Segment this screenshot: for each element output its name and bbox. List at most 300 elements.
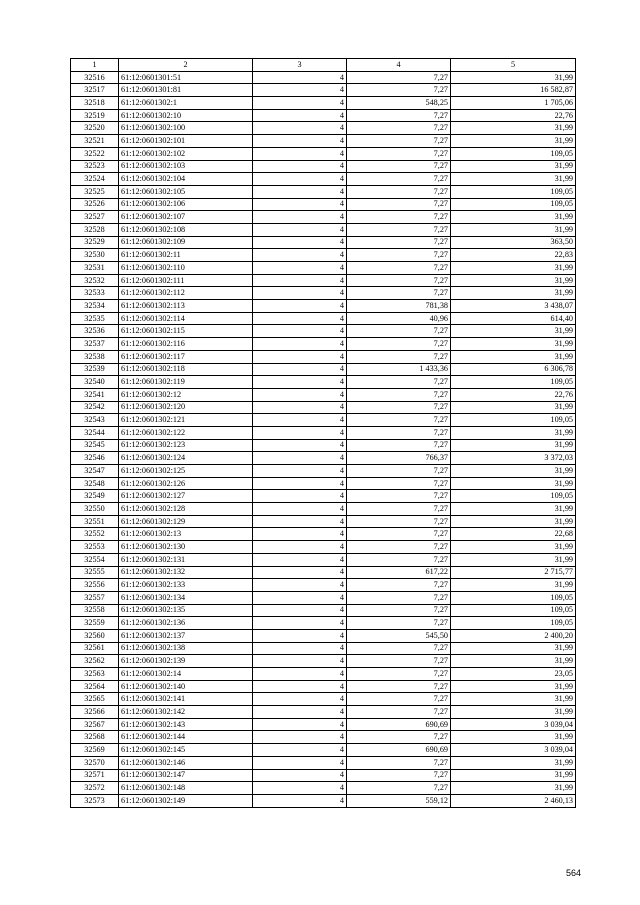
table-cell-col-3: 4: [253, 566, 347, 579]
table-cell-col-1: 32518: [71, 97, 119, 110]
table-cell-col-1: 32529: [71, 236, 119, 249]
table-cell-col-4: 7,27: [347, 769, 451, 782]
table-cell-col-4: 7,27: [347, 262, 451, 275]
table-row: [71, 388, 576, 401]
table-cell-col-1: 32565: [71, 693, 119, 706]
table-cell-col-2: 61:12:0601302:116: [119, 338, 253, 351]
table-row: [71, 84, 576, 97]
table-body: [71, 71, 576, 807]
table-cell-col-1: 32534: [71, 300, 119, 313]
table-cell-col-5: 31,99: [451, 71, 576, 84]
table-cell-col-1: 32557: [71, 591, 119, 604]
table-cell-col-3: 4: [253, 300, 347, 313]
table-cell-col-3: 4: [253, 287, 347, 300]
table-cell-col-5: 109,05: [451, 604, 576, 617]
table-cell-col-2: 61:12:0601302:130: [119, 541, 253, 554]
table-cell-col-3: 4: [253, 553, 347, 566]
table-cell-col-5: 363,50: [451, 236, 576, 249]
table-cell-col-2: 61:12:0601302:119: [119, 376, 253, 389]
table-cell-col-5: 109,05: [451, 147, 576, 160]
table-cell-col-5: 31,99: [451, 680, 576, 693]
column-header-5: 5: [451, 59, 576, 72]
table-cell-col-5: 31,99: [451, 223, 576, 236]
table-cell-col-2: 61:12:0601302:147: [119, 769, 253, 782]
table-row: [71, 363, 576, 376]
table-cell-col-2: 61:12:0601302:117: [119, 350, 253, 363]
table-cell-col-2: 61:12:0601302:100: [119, 122, 253, 135]
table-cell-col-4: 7,27: [347, 591, 451, 604]
table-cell-col-4: 7,27: [347, 185, 451, 198]
table-cell-col-1: 32573: [71, 794, 119, 807]
table-row: [71, 731, 576, 744]
table-cell-col-1: 32516: [71, 71, 119, 84]
table-cell-col-3: 4: [253, 579, 347, 592]
table-cell-col-2: 61:12:0601302:126: [119, 477, 253, 490]
table-cell-col-4: 7,27: [347, 706, 451, 719]
table-cell-col-4: 7,27: [347, 84, 451, 97]
table-cell-col-5: 31,99: [451, 465, 576, 478]
table-cell-col-4: 7,27: [347, 287, 451, 300]
table-row: [71, 579, 576, 592]
table-cell-col-3: 4: [253, 350, 347, 363]
table-cell-col-2: 61:12:0601302:101: [119, 135, 253, 148]
table-cell-col-2: 61:12:0601302:115: [119, 325, 253, 338]
table-cell-col-3: 4: [253, 642, 347, 655]
table-row: [71, 477, 576, 490]
table-cell-col-2: 61:12:0601302:139: [119, 655, 253, 668]
table-cell-col-4: 7,27: [347, 376, 451, 389]
table-cell-col-4: 766,37: [347, 452, 451, 465]
table-cell-col-4: 7,27: [347, 414, 451, 427]
table-cell-col-5: 109,05: [451, 185, 576, 198]
table-cell-col-3: 4: [253, 465, 347, 478]
table-cell-col-5: 31,99: [451, 655, 576, 668]
table-cell-col-3: 4: [253, 173, 347, 186]
table-cell-col-1: 32567: [71, 718, 119, 731]
table-cell-col-4: 7,27: [347, 325, 451, 338]
table-row: [71, 490, 576, 503]
table-cell-col-5: 31,99: [451, 693, 576, 706]
table-cell-col-2: 61:12:0601302:145: [119, 744, 253, 757]
table-row: [71, 706, 576, 719]
table-cell-col-1: 32541: [71, 388, 119, 401]
table-cell-col-1: 32568: [71, 731, 119, 744]
table-cell-col-5: 31,99: [451, 173, 576, 186]
table-cell-col-4: 7,27: [347, 553, 451, 566]
table-cell-col-4: 7,27: [347, 173, 451, 186]
table-cell-col-3: 4: [253, 185, 347, 198]
table-cell-col-4: 7,27: [347, 617, 451, 630]
table-cell-col-2: 61:12:0601302:118: [119, 363, 253, 376]
table-cell-col-4: 7,27: [347, 236, 451, 249]
table-cell-col-3: 4: [253, 794, 347, 807]
column-header-2: 2: [119, 59, 253, 72]
table-cell-col-4: 781,38: [347, 300, 451, 313]
table-cell-col-4: 7,27: [347, 503, 451, 516]
table-cell-col-1: 32540: [71, 376, 119, 389]
table-cell-col-5: 2 400,20: [451, 629, 576, 642]
column-header-3: 3: [253, 59, 347, 72]
table-cell-col-1: 32528: [71, 223, 119, 236]
table-cell-col-5: 16 582,87: [451, 84, 576, 97]
table-cell-col-5: 3 039,04: [451, 718, 576, 731]
table-cell-col-1: 32539: [71, 363, 119, 376]
table-cell-col-5: 31,99: [451, 211, 576, 224]
table-cell-col-1: 32554: [71, 553, 119, 566]
table-cell-col-2: 61:12:0601302:129: [119, 515, 253, 528]
table-cell-col-5: 1 705,06: [451, 97, 576, 110]
table-cell-col-4: 7,27: [347, 668, 451, 681]
table-cell-col-3: 4: [253, 591, 347, 604]
table-row: [71, 109, 576, 122]
table-cell-col-3: 4: [253, 325, 347, 338]
table-cell-col-2: 61:12:0601302:135: [119, 604, 253, 617]
header-row: [71, 59, 576, 72]
table-cell-col-4: 7,27: [347, 71, 451, 84]
table-cell-col-1: 32550: [71, 503, 119, 516]
table-cell-col-1: 32536: [71, 325, 119, 338]
table-cell-col-4: 7,27: [347, 338, 451, 351]
table-cell-col-3: 4: [253, 706, 347, 719]
table-cell-col-5: 6 306,78: [451, 363, 576, 376]
table-row: [71, 769, 576, 782]
table-cell-col-5: 22,76: [451, 109, 576, 122]
table-cell-col-4: 7,27: [347, 249, 451, 262]
table-cell-col-1: 32525: [71, 185, 119, 198]
table-cell-col-2: 61:12:0601302:149: [119, 794, 253, 807]
table-cell-col-5: 31,99: [451, 135, 576, 148]
table-cell-col-3: 4: [253, 147, 347, 160]
table-cell-col-4: 559,12: [347, 794, 451, 807]
table-cell-col-2: 61:12:0601302:136: [119, 617, 253, 630]
table-cell-col-4: 7,27: [347, 731, 451, 744]
table-row: [71, 604, 576, 617]
table-cell-col-1: 32562: [71, 655, 119, 668]
table-cell-col-5: 31,99: [451, 782, 576, 795]
table-cell-col-1: 32532: [71, 274, 119, 287]
table-cell-col-5: 31,99: [451, 515, 576, 528]
table-cell-col-1: 32551: [71, 515, 119, 528]
table-cell-col-5: 109,05: [451, 591, 576, 604]
table-cell-col-4: 7,27: [347, 160, 451, 173]
table-cell-col-2: 61:12:0601302:125: [119, 465, 253, 478]
table-cell-col-2: 61:12:0601302:134: [119, 591, 253, 604]
table-cell-col-3: 4: [253, 693, 347, 706]
table-cell-col-5: 31,99: [451, 477, 576, 490]
table-row: [71, 376, 576, 389]
table-cell-col-3: 4: [253, 744, 347, 757]
table-cell-col-5: 31,99: [451, 756, 576, 769]
table-cell-col-1: 32558: [71, 604, 119, 617]
table-cell-col-3: 4: [253, 718, 347, 731]
table-cell-col-4: 7,27: [347, 388, 451, 401]
table-cell-col-1: 32548: [71, 477, 119, 490]
table-cell-col-1: 32523: [71, 160, 119, 173]
table-row: [71, 122, 576, 135]
table-cell-col-4: 7,27: [347, 439, 451, 452]
table-cell-col-1: 32547: [71, 465, 119, 478]
table-row: [71, 680, 576, 693]
table-cell-col-4: 7,27: [347, 147, 451, 160]
table-cell-col-4: 7,27: [347, 604, 451, 617]
table-row: [71, 312, 576, 325]
table-row: [71, 566, 576, 579]
table-cell-col-2: 61:12:0601302:109: [119, 236, 253, 249]
table-cell-col-5: 2 460,13: [451, 794, 576, 807]
table-cell-col-1: 32556: [71, 579, 119, 592]
table-cell-col-4: 545,50: [347, 629, 451, 642]
table-row: [71, 401, 576, 414]
table-cell-col-3: 4: [253, 629, 347, 642]
table-row: [71, 262, 576, 275]
table-cell-col-2: 61:12:0601302:103: [119, 160, 253, 173]
table-row: [71, 439, 576, 452]
table-row: [71, 274, 576, 287]
table-cell-col-5: 22,68: [451, 528, 576, 541]
table-cell-col-2: 61:12:0601302:14: [119, 668, 253, 681]
table-cell-col-2: 61:12:0601302:128: [119, 503, 253, 516]
table-cell-col-2: 61:12:0601302:131: [119, 553, 253, 566]
table-cell-col-4: 1 433,36: [347, 363, 451, 376]
table-cell-col-5: 31,99: [451, 122, 576, 135]
table-cell-col-2: 61:12:0601302:141: [119, 693, 253, 706]
table-cell-col-1: 32564: [71, 680, 119, 693]
table-row: [71, 223, 576, 236]
table-cell-col-3: 4: [253, 731, 347, 744]
table-cell-col-1: 32545: [71, 439, 119, 452]
table-cell-col-2: 61:12:0601302:137: [119, 629, 253, 642]
table-cell-col-2: 61:12:0601302:111: [119, 274, 253, 287]
table-cell-col-5: 31,99: [451, 350, 576, 363]
table-cell-col-4: 7,27: [347, 756, 451, 769]
table-cell-col-4: 7,27: [347, 274, 451, 287]
table-cell-col-5: 3 438,07: [451, 300, 576, 313]
table-cell-col-2: 61:12:0601302:133: [119, 579, 253, 592]
table-row: [71, 693, 576, 706]
table-cell-col-1: 32566: [71, 706, 119, 719]
table-cell-col-5: 109,05: [451, 617, 576, 630]
table-cell-col-4: 7,27: [347, 135, 451, 148]
table-row: [71, 325, 576, 338]
table-row: [71, 135, 576, 148]
table-cell-col-1: 32527: [71, 211, 119, 224]
table-row: [71, 782, 576, 795]
table-cell-col-1: 32559: [71, 617, 119, 630]
table-cell-col-1: 32519: [71, 109, 119, 122]
table-cell-col-3: 4: [253, 122, 347, 135]
table-cell-col-5: 3 039,04: [451, 744, 576, 757]
table-cell-col-5: 31,99: [451, 439, 576, 452]
table-cell-col-3: 4: [253, 388, 347, 401]
table-cell-col-5: 31,99: [451, 160, 576, 173]
table-cell-col-1: 32561: [71, 642, 119, 655]
table-cell-col-1: 32530: [71, 249, 119, 262]
table-cell-col-2: 61:12:0601302:106: [119, 198, 253, 211]
table-row: [71, 629, 576, 642]
table-cell-col-2: 61:12:0601302:108: [119, 223, 253, 236]
table-cell-col-1: 32535: [71, 312, 119, 325]
table-cell-col-3: 4: [253, 363, 347, 376]
table-cell-col-2: 61:12:0601302:12: [119, 388, 253, 401]
table-row: [71, 287, 576, 300]
table-cell-col-4: 617,22: [347, 566, 451, 579]
table-row: [71, 185, 576, 198]
table-cell-col-5: 31,99: [451, 731, 576, 744]
table-row: [71, 655, 576, 668]
table-cell-col-3: 4: [253, 604, 347, 617]
table-cell-col-4: 548,25: [347, 97, 451, 110]
table-cell-col-1: 32544: [71, 426, 119, 439]
table-cell-col-2: 61:12:0601302:120: [119, 401, 253, 414]
table-cell-col-3: 4: [253, 249, 347, 262]
table-row: [71, 718, 576, 731]
table-cell-col-2: 61:12:0601302:146: [119, 756, 253, 769]
table-row: [71, 160, 576, 173]
table-row: [71, 147, 576, 160]
table-cell-col-1: 32520: [71, 122, 119, 135]
table-cell-col-4: 7,27: [347, 541, 451, 554]
table-cell-col-3: 4: [253, 274, 347, 287]
table-cell-col-1: 32572: [71, 782, 119, 795]
table-cell-col-1: 32533: [71, 287, 119, 300]
table-cell-col-2: 61:12:0601302:1: [119, 97, 253, 110]
table-cell-col-3: 4: [253, 160, 347, 173]
table-cell-col-5: 31,99: [451, 769, 576, 782]
table-cell-col-1: 32570: [71, 756, 119, 769]
table-cell-col-3: 4: [253, 71, 347, 84]
table-cell-col-3: 4: [253, 426, 347, 439]
table-cell-col-3: 4: [253, 452, 347, 465]
table-cell-col-1: 32537: [71, 338, 119, 351]
table-cell-col-4: 7,27: [347, 490, 451, 503]
table-cell-col-1: 32517: [71, 84, 119, 97]
table-cell-col-3: 4: [253, 312, 347, 325]
table-row: [71, 249, 576, 262]
table-cell-col-1: 32542: [71, 401, 119, 414]
table-cell-col-3: 4: [253, 680, 347, 693]
table-cell-col-1: 32560: [71, 629, 119, 642]
table-cell-col-3: 4: [253, 541, 347, 554]
table-cell-col-4: 7,27: [347, 401, 451, 414]
table-row: [71, 173, 576, 186]
table-cell-col-4: 7,27: [347, 198, 451, 211]
table-cell-col-5: 22,76: [451, 388, 576, 401]
table-cell-col-5: 31,99: [451, 426, 576, 439]
table-cell-col-5: 31,99: [451, 553, 576, 566]
table-cell-col-5: 31,99: [451, 262, 576, 275]
table-cell-col-4: 7,27: [347, 223, 451, 236]
table-row: [71, 71, 576, 84]
table-cell-col-2: 61:12:0601302:142: [119, 706, 253, 719]
table-cell-col-4: 7,27: [347, 211, 451, 224]
table-cell-col-1: 32563: [71, 668, 119, 681]
table-cell-col-4: 7,27: [347, 782, 451, 795]
table-row: [71, 198, 576, 211]
table-cell-col-1: 32555: [71, 566, 119, 579]
table-cell-col-2: 61:12:0601301:51: [119, 71, 253, 84]
table-row: [71, 515, 576, 528]
table-cell-col-1: 32571: [71, 769, 119, 782]
table-cell-col-2: 61:12:0601302:113: [119, 300, 253, 313]
table-cell-col-2: 61:12:0601302:144: [119, 731, 253, 744]
table-cell-col-3: 4: [253, 477, 347, 490]
table-row: [71, 338, 576, 351]
table-cell-col-3: 4: [253, 668, 347, 681]
table-cell-col-2: 61:12:0601302:10: [119, 109, 253, 122]
table-cell-col-5: 31,99: [451, 706, 576, 719]
table-cell-col-5: 109,05: [451, 376, 576, 389]
table-cell-col-2: 61:12:0601302:143: [119, 718, 253, 731]
table-cell-col-2: 61:12:0601302:138: [119, 642, 253, 655]
table-row: [71, 350, 576, 363]
table-cell-col-2: 61:12:0601302:110: [119, 262, 253, 275]
table-cell-col-2: 61:12:0601302:148: [119, 782, 253, 795]
table-cell-col-3: 4: [253, 236, 347, 249]
table-cell-col-1: 32526: [71, 198, 119, 211]
table-cell-col-1: 32543: [71, 414, 119, 427]
table-cell-col-2: 61:12:0601302:13: [119, 528, 253, 541]
table-row: [71, 414, 576, 427]
table-cell-col-1: 32524: [71, 173, 119, 186]
table-row: [71, 553, 576, 566]
table-cell-col-3: 4: [253, 109, 347, 122]
table-cell-col-5: 614,40: [451, 312, 576, 325]
table-cell-col-2: 61:12:0601302:121: [119, 414, 253, 427]
table-cell-col-5: 31,99: [451, 503, 576, 516]
table-cell-col-2: 61:12:0601302:123: [119, 439, 253, 452]
table-cell-col-5: 109,05: [451, 198, 576, 211]
table-cell-col-4: 7,27: [347, 528, 451, 541]
table-cell-col-4: 7,27: [347, 426, 451, 439]
table-cell-col-4: 7,27: [347, 477, 451, 490]
table-cell-col-5: 31,99: [451, 579, 576, 592]
table-cell-col-4: 40,96: [347, 312, 451, 325]
table-cell-col-1: 32546: [71, 452, 119, 465]
table-cell-col-3: 4: [253, 223, 347, 236]
table-cell-col-1: 32552: [71, 528, 119, 541]
table-cell-col-3: 4: [253, 262, 347, 275]
table-cell-col-3: 4: [253, 439, 347, 452]
table-cell-col-5: 31,99: [451, 287, 576, 300]
table-row: [71, 642, 576, 655]
table-cell-col-3: 4: [253, 198, 347, 211]
table-row: [71, 794, 576, 807]
table-row: [71, 541, 576, 554]
table-cell-col-4: 690,69: [347, 718, 451, 731]
table-row: [71, 97, 576, 110]
table-cell-col-5: 23,05: [451, 668, 576, 681]
table-cell-col-1: 32569: [71, 744, 119, 757]
table-cell-col-5: 109,05: [451, 490, 576, 503]
table-cell-col-3: 4: [253, 401, 347, 414]
table-cell-col-2: 61:12:0601302:105: [119, 185, 253, 198]
table-cell-col-2: 61:12:0601302:102: [119, 147, 253, 160]
column-header-1: 1: [71, 59, 119, 72]
table-cell-col-1: 32521: [71, 135, 119, 148]
table-cell-col-4: 7,27: [347, 350, 451, 363]
table-cell-col-3: 4: [253, 211, 347, 224]
table-cell-col-2: 61:12:0601301:81: [119, 84, 253, 97]
table-cell-col-4: 7,27: [347, 122, 451, 135]
column-header-4: 4: [347, 59, 451, 72]
table-cell-col-3: 4: [253, 490, 347, 503]
table-cell-col-5: 109,05: [451, 414, 576, 427]
table-cell-col-4: 690,69: [347, 744, 451, 757]
table-cell-col-1: 32549: [71, 490, 119, 503]
table-cell-col-5: 2 715,77: [451, 566, 576, 579]
table-cell-col-3: 4: [253, 756, 347, 769]
table-cell-col-2: 61:12:0601302:132: [119, 566, 253, 579]
